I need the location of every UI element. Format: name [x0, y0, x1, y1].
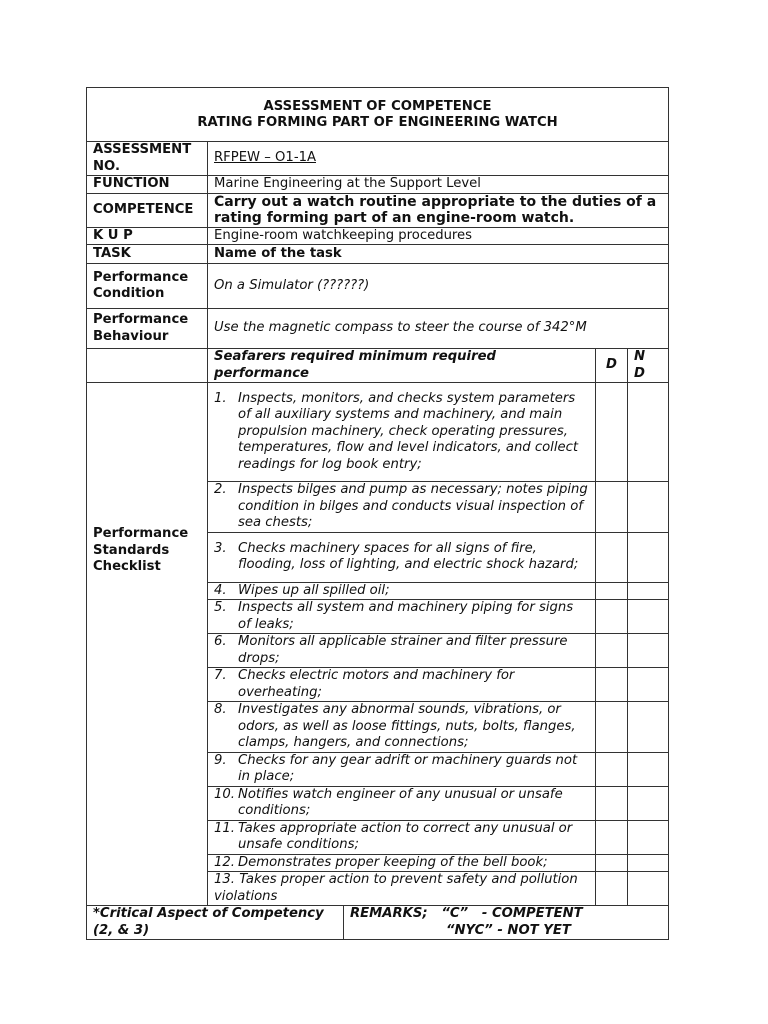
item-11-num: 11. [214, 820, 235, 836]
item-13-nd[interactable] [628, 872, 669, 906]
function-label: FUNCTION [87, 176, 208, 194]
item-2-nd[interactable] [628, 482, 669, 533]
checklist-item-8 [208, 702, 596, 753]
checklist-item-6 [208, 634, 596, 668]
behaviour-value: Use the magnetic compass to steer the course of 342°M [208, 309, 669, 349]
item-1-d[interactable] [596, 383, 628, 482]
col-d-header: D [596, 349, 628, 383]
item-1-text: Inspects, monitors, and checks system parameters of all auxiliary systems and machinery, and main propulsion machinery, check operating pressures, temperatures, flow and level indicators, and collect readings for log book entry; [238, 390, 579, 472]
standards-label-text: Performance Standards Checklist [93, 526, 189, 574]
item-13-text: Takes proper action to prevent safety and pollution violations [214, 872, 578, 904]
item-12-d[interactable] [596, 854, 628, 872]
checklist-item-7 [208, 668, 596, 702]
item-4-text: Wipes up all spilled oil; [238, 582, 390, 598]
item-8-text: Investigates any abnormal sounds, vibrations, or odors, as well as loose fittings, nuts, bolts, flanges, clamps, hangers, and connections; [238, 702, 576, 750]
item-3-nd[interactable] [628, 532, 669, 582]
item-6-num: 6. [214, 634, 227, 649]
header-line-1: ASSESSMENT OF COMPETENCE [263, 98, 492, 114]
item-6-d[interactable] [596, 634, 628, 668]
item-3-d[interactable] [596, 532, 628, 582]
checklist-item-13 [208, 872, 596, 906]
behaviour-label: Performance Behaviour [87, 309, 208, 349]
task-value: Name of the task [208, 245, 669, 264]
checklist-header: Seafarers required minimum required performance [208, 349, 596, 383]
remarks-c-code: “C” [441, 906, 469, 921]
remarks-cell [344, 906, 669, 940]
item-6-nd[interactable] [628, 634, 669, 668]
item-12-num: 12. [214, 854, 235, 870]
item-7-nd[interactable] [628, 668, 669, 702]
remarks-nyc: “NYC” - NOT YET [446, 922, 571, 938]
checklist-item-1 [208, 383, 596, 482]
item-11-d[interactable] [596, 820, 628, 854]
item-1-nd[interactable] [628, 383, 669, 482]
checklist-item-2 [208, 482, 596, 533]
item-13-d[interactable] [596, 872, 628, 906]
item-7-num: 7. [214, 668, 227, 683]
form-header [87, 88, 669, 142]
remarks-label: REMARKS; [350, 906, 428, 921]
item-9-num: 9. [214, 752, 227, 768]
item-12-nd[interactable] [628, 854, 669, 872]
item-12-text: Demonstrates proper keeping of the bell book; [238, 854, 548, 870]
item-13-num: 13. [214, 872, 235, 887]
checklist-item-5 [208, 600, 596, 634]
checklist-item-12 [208, 854, 596, 872]
function-value: Marine Engineering at the Support Level [208, 176, 669, 194]
item-7-text: Checks electric motors and machinery for overheating; [238, 668, 515, 700]
item-3-num: 3. [214, 540, 227, 556]
item-5-d[interactable] [596, 600, 628, 634]
item-2-text: Inspects bilges and pump as necessary; notes piping condition in bilges and conducts visual inspection of sea chests; [238, 482, 588, 530]
critical-aspect: *Critical Aspect of Competency (2, & 3) [87, 906, 344, 940]
assessment-no-label: ASSESSMENT NO. [87, 142, 208, 176]
remarks-c-text: - COMPETENT [481, 906, 583, 921]
item-10-d[interactable] [596, 786, 628, 820]
item-5-text: Inspects all system and machinery piping for signs of leaks; [238, 600, 574, 632]
item-9-d[interactable] [596, 752, 628, 786]
item-2-num: 2. [214, 482, 227, 497]
item-4-num: 4. [214, 582, 227, 598]
task-label: TASK [87, 245, 208, 264]
assessment-form [86, 87, 669, 940]
item-6-text: Monitors all applicable strainer and filter pressure drops; [238, 634, 568, 666]
item-11-text: Takes appropriate action to correct any unusual or unsafe conditions; [238, 820, 573, 852]
condition-value: On a Simulator (??????) [208, 264, 669, 309]
competence-label: COMPETENCE [87, 193, 208, 227]
item-5-num: 5. [214, 600, 227, 615]
item-9-text: Checks for any gear adrift or machinery guards not in place; [238, 752, 578, 784]
competence-value: Carry out a watch routine appropriate to the duties of a rating forming part of an engine-room watch. [208, 193, 669, 227]
item-10-nd[interactable] [628, 786, 669, 820]
item-8-nd[interactable] [628, 702, 669, 753]
item-1-num: 1. [214, 390, 227, 406]
kup-value: Engine-room watchkeeping procedures [208, 227, 669, 245]
item-10-num: 10. [214, 786, 235, 802]
checklist-item-3 [208, 532, 596, 582]
col-nd-header: N D [628, 349, 669, 383]
item-3-text: Checks machinery spaces for all signs of fire, flooding, loss of lighting, and electric shock hazard; [238, 540, 579, 572]
item-2-d[interactable] [596, 482, 628, 533]
item-5-nd[interactable] [628, 600, 669, 634]
item-7-d[interactable] [596, 668, 628, 702]
condition-label: Performance Condition [87, 264, 208, 309]
item-11-nd[interactable] [628, 820, 669, 854]
item-4-d[interactable] [596, 582, 628, 600]
blank-cell [87, 349, 208, 383]
header-line-2: RATING FORMING PART OF ENGINEERING WATCH [197, 115, 558, 130]
standards-label [87, 383, 208, 906]
item-9-nd[interactable] [628, 752, 669, 786]
checklist-item-11 [208, 820, 596, 854]
remarks-line-1 [350, 906, 662, 923]
checklist-item-10 [208, 786, 596, 820]
kup-label: K U P [87, 227, 208, 245]
item-10-text: Notifies watch engineer of any unusual or unsafe conditions; [238, 786, 563, 818]
checklist-item-9 [208, 752, 596, 786]
item-8-num: 8. [214, 702, 227, 717]
item-8-d[interactable] [596, 702, 628, 753]
assessment-no-value: RFPEW – O1-1A [208, 142, 669, 176]
checklist-item-4 [208, 582, 596, 600]
item-4-nd[interactable] [628, 582, 669, 600]
